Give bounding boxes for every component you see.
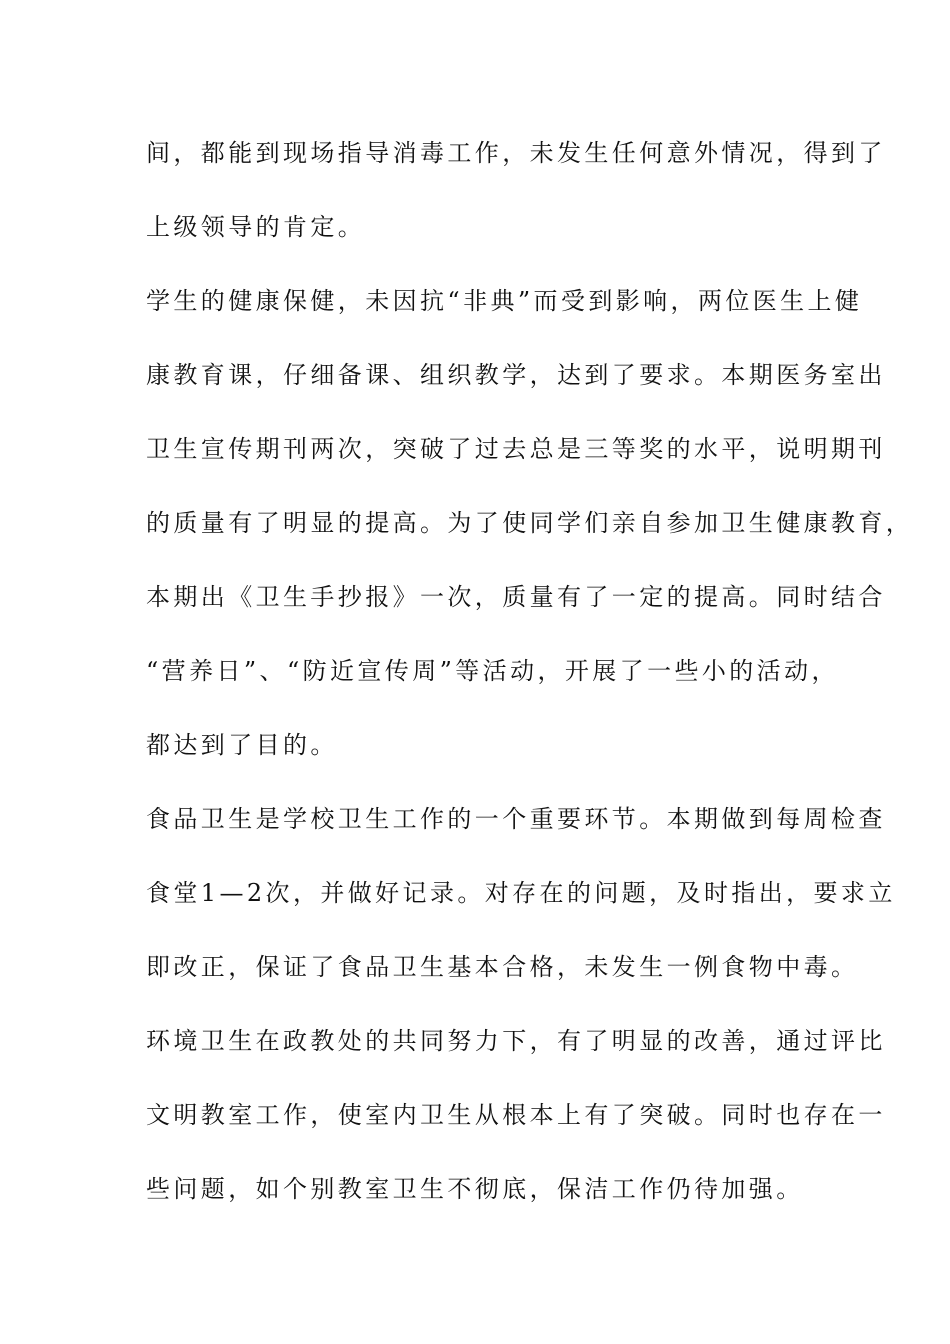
text-line-10: 食品卫生是学校卫生工作的一个重要环节。本期做到每周检查 — [146, 805, 886, 833]
text-line-2: 上级领导的肯定。 — [146, 213, 366, 241]
text-line-14: 文明教室工作，使室内卫生从根本上有了突破。同时也存在一 — [146, 1101, 886, 1129]
text-line-5: 卫生宣传期刊两次，突破了过去总是三等奖的水平，说明期刊 — [146, 435, 886, 463]
text-line-8: “营养日”、“防近宣传周”等活动，开展了一些小的活动， — [146, 657, 839, 685]
text-line-9: 都达到了目的。 — [146, 731, 338, 759]
text-line-12: 即改正，保证了食品卫生基本合格，未发生一例食物中毒。 — [146, 953, 859, 981]
text-line-4: 康教育课，仔细备课、组织教学，达到了要求。本期医务室出 — [146, 361, 886, 389]
text-line-11: 食堂1—2次，并做好记录。对存在的问题，及时指出，要求立 — [146, 879, 896, 907]
text-line-15: 些问题，如个别教室卫生不彻底，保洁工作仍待加强。 — [146, 1175, 804, 1203]
text-line-6: 的质量有了明显的提高。为了使同学们亲自参加卫生健康教育， — [146, 509, 914, 537]
text-line-13: 环境卫生在政教处的共同努力下，有了明显的改善，通过评比 — [146, 1027, 886, 1055]
document-body — [146, 131, 914, 1241]
text-line-7: 本期出《卫生手抄报》一次，质量有了一定的提高。同时结合 — [146, 583, 886, 611]
text-line-3: 学生的健康保健，未因抗“非典”而受到影响，两位医生上健 — [146, 287, 863, 315]
text-line-1: 间，都能到现场指导消毒工作，未发生任何意外情况，得到了 — [146, 139, 886, 167]
